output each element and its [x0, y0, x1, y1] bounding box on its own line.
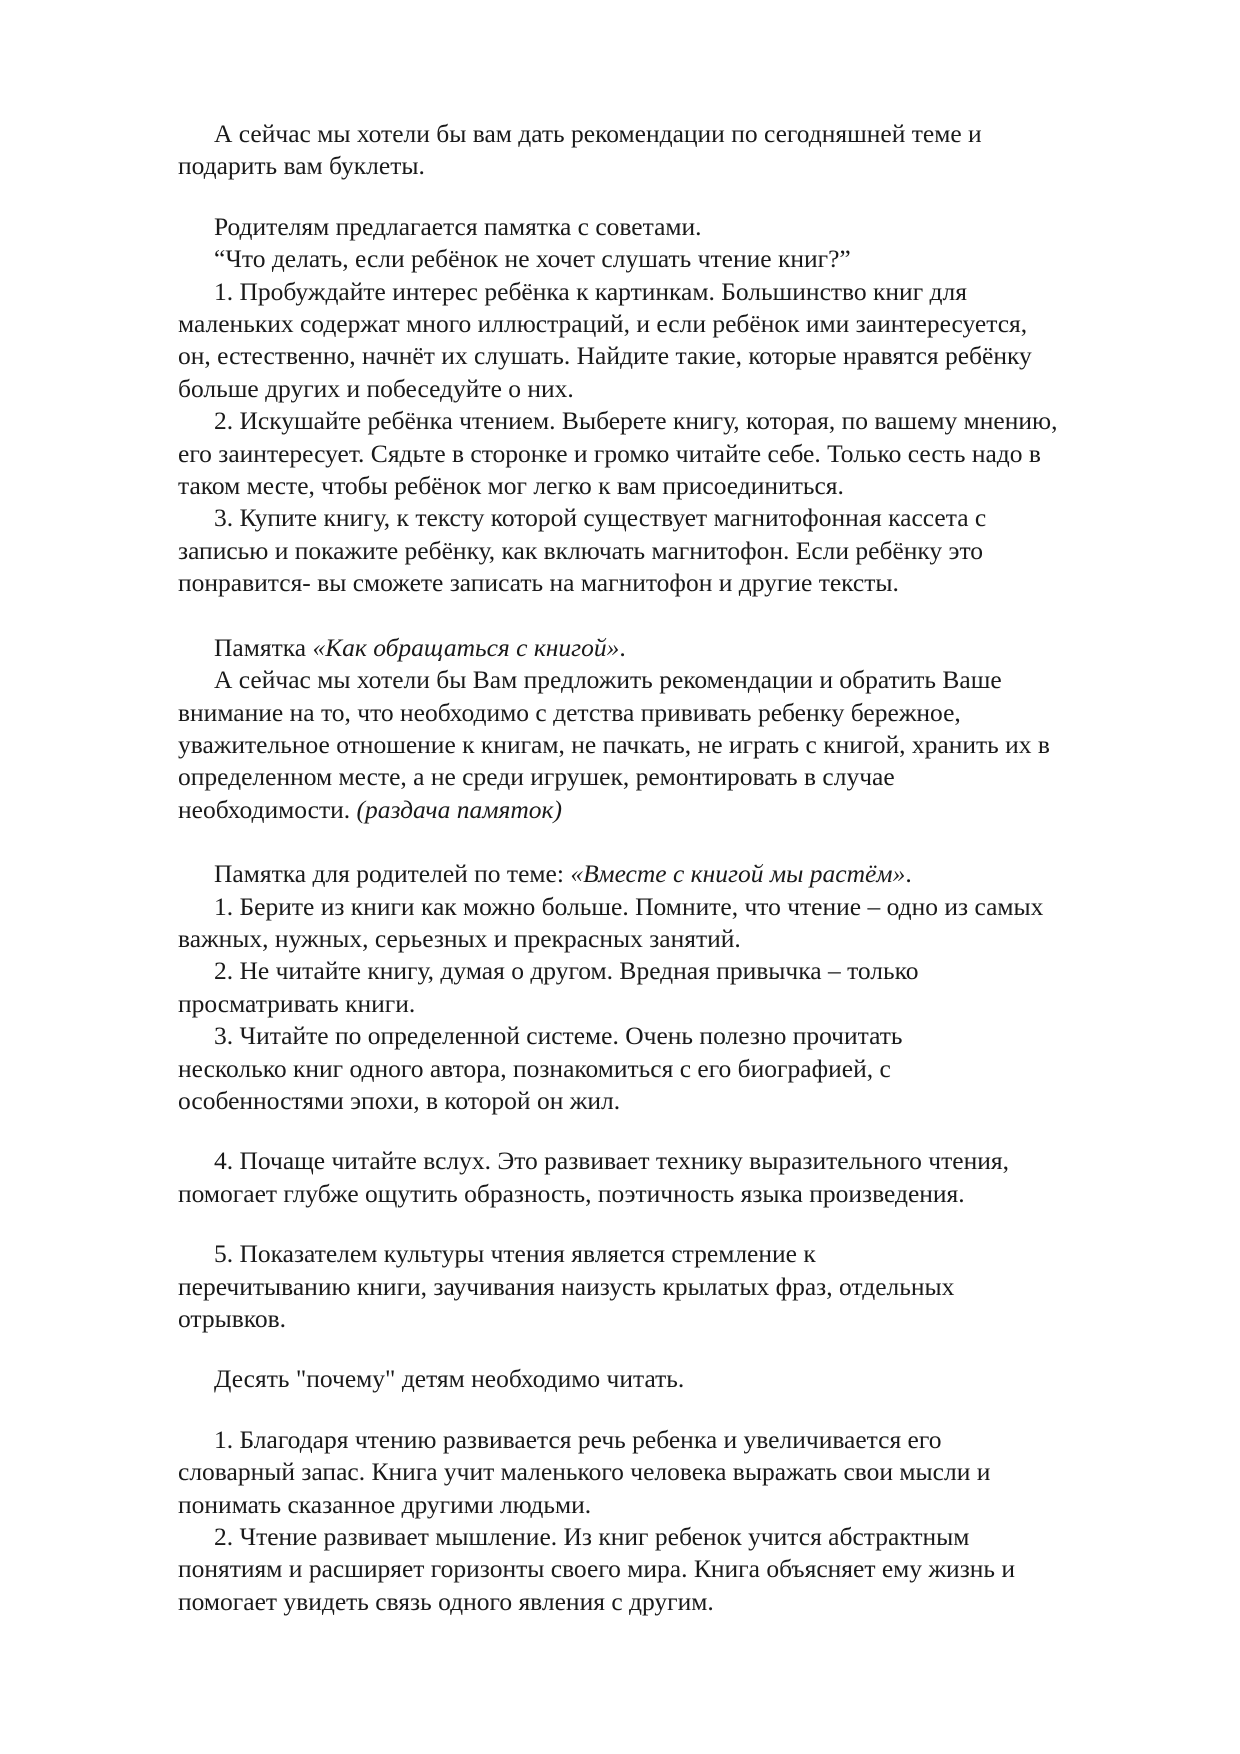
text-line: его заинтересует. Сядьте в сторонке и громко читайте себе. Только сесть надо в [178, 438, 1041, 468]
text-line: 4. Почаще читайте вслух. Это развивает технику выразительного чтения, [214, 1146, 1009, 1176]
text-line: записью и покажите ребёнку, как включать магнитофон. Если ребёнку это [178, 535, 984, 565]
list-item [178, 405, 1168, 502]
text-line: 3. Читайте по определенной системе. Очень полезно прочитать [214, 1021, 903, 1051]
list-item [178, 891, 1168, 956]
memo-title-italic: «Как обращаться с книгой» [312, 632, 620, 662]
text-line: перечитыванию книги, заучивания наизусть крылатых фраз, отдельных [178, 1271, 955, 1301]
list-item [178, 1020, 1168, 1117]
text-line: важных, нужных, серьезных и прекрасных занятий. [178, 923, 741, 953]
text-line: таком месте, чтобы ребёнок мог легко к вам присоединиться. [178, 471, 844, 501]
stage-direction: (раздача памяток) [356, 794, 562, 824]
memo-how-to-handle-book [178, 632, 1168, 826]
text-span: необходимости. [178, 794, 357, 824]
text-line: 2. Чтение развивает мышление. Из книг ребенок учится абстрактным [214, 1522, 970, 1552]
memo-what-to-do [178, 211, 1168, 600]
text-line: понимать сказанное другими людьми. [178, 1489, 592, 1519]
memo-label: Памятка для родителей по теме: [214, 859, 571, 889]
list-item [178, 955, 1168, 1020]
text-line: помогает увидеть связь одного явления с другим. [178, 1586, 714, 1616]
text-line: 1. Пробуждайте интерес ребёнка к картинкам. Большинство книг для [214, 276, 967, 306]
text-line: просматривать книги. [178, 988, 416, 1018]
memo-label: Памятка [214, 632, 313, 662]
list-item [178, 1521, 1168, 1618]
text-line: А сейчас мы хотели бы вам дать рекомендации по сегодняшней теме и [214, 119, 982, 148]
memo-title: Родителям предлагается памятка с советами. [214, 211, 702, 241]
text-line: 1. Благодаря чтению развивается речь ребенка и увеличивается его [214, 1424, 942, 1454]
text-line: маленьких содержат много иллюстраций, и если ребёнок ими заинтересуется, [178, 309, 1028, 339]
text-line: отрывков. [178, 1304, 287, 1333]
text-line: определенном месте, а не среди игрушек, ремонтировать в случае [178, 762, 895, 792]
text-line: внимание на то, что необходимо с детства прививать ребенку бережное, [178, 697, 961, 727]
text-line: 1. Берите из книги как можно больше. Помните, что чтение – одно из самых [214, 891, 1044, 921]
text-line: уважительное отношение к книгам, не пачкать, не играть с книгой, хранить их в [178, 729, 1050, 759]
memo-title-end: . [619, 632, 626, 662]
text-line: больше других и побеседуйте о них. [178, 373, 574, 403]
memo-title [178, 858, 1168, 890]
text-line: особенностями эпохи, в которой он жил. [178, 1085, 621, 1115]
text-line: словарный запас. Книга учит маленького человека выражать свои мысли и [178, 1457, 991, 1487]
text-line: несколько книг одного автора, познакомиться с его биографией, с [178, 1053, 891, 1083]
memo-title-italic: «Вместе с книгой мы растём» [570, 859, 906, 889]
list-item [178, 1424, 1168, 1521]
memo-title-end: . [905, 859, 912, 889]
text-line: 2. Не читайте книгу, думая о другом. Вредная привычка – только [214, 956, 919, 986]
document-page [178, 118, 1168, 1618]
memo-question: “Что делать, если ребёнок не хочет слушать чтение книг?” [214, 244, 851, 274]
intro-paragraph [178, 118, 1168, 183]
text-line: 3. Купите книгу, к тексту которой существует магнитофонная кассета с [214, 503, 987, 533]
list-item [178, 1145, 1168, 1210]
memo-title [178, 632, 1168, 664]
text-line: понравится- вы сможете записать на магнитофон и другие тексты. [178, 568, 899, 598]
text-line: 2. Искушайте ребёнка чтением. Выберете книгу, которая, по вашему мнению, [214, 406, 1058, 436]
ten-reasons-section [178, 1363, 1168, 1618]
list-item [178, 502, 1168, 599]
text-line: подарить вам буклеты. [178, 151, 425, 181]
memo-growing-with-book [178, 858, 1168, 1335]
text-line: понятиям и расширяет горизонты своего мира. Книга объясняет ему жизнь и [178, 1554, 1016, 1584]
text-line: 5. Показателем культуры чтения является стремление к [214, 1239, 816, 1269]
text-line: А сейчас мы хотели бы Вам предложить рекомендации и обратить Ваше [214, 665, 1002, 695]
text-line: он, естественно, начнёт их слушать. Найдите такие, которые нравятся ребёнку [178, 341, 1032, 371]
text-line: помогает глубже ощутить образность, поэтичность языка произведения. [178, 1178, 965, 1208]
list-item [178, 1238, 1168, 1335]
list-item [178, 276, 1168, 406]
section-title: Десять "почему" детям необходимо читать. [214, 1364, 685, 1394]
text-line [178, 794, 1168, 826]
